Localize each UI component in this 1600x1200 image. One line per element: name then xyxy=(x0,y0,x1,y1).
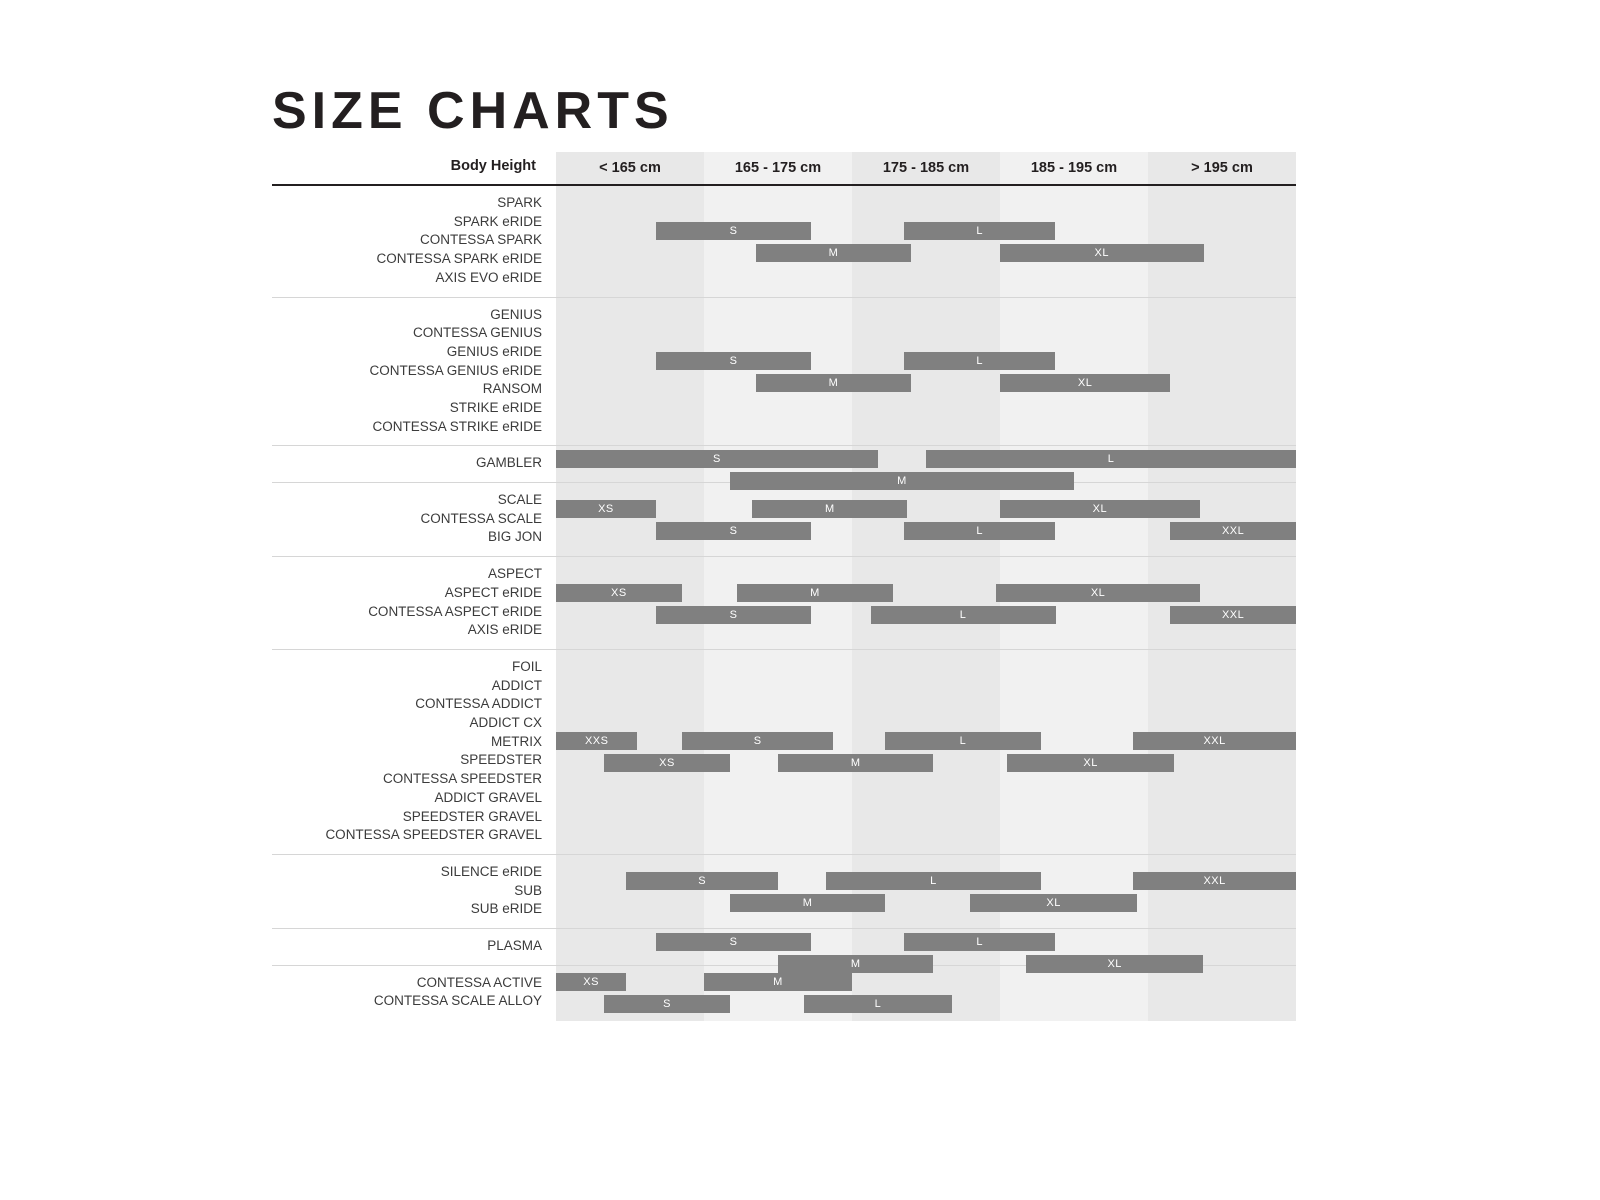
model-name: SPARK eRIDE xyxy=(453,213,542,229)
chart-header-row xyxy=(272,152,1296,186)
size-bar-s: S xyxy=(656,522,811,540)
size-bar-xs: XS xyxy=(604,754,730,772)
model-name: CONTESSA GENIUS eRIDE xyxy=(369,362,542,378)
size-bar-xs: XS xyxy=(556,500,656,518)
size-bar-xxl: XXL xyxy=(1133,732,1296,750)
size-bars xyxy=(556,966,1296,1021)
model-name: SPARK xyxy=(497,195,542,210)
model-name-list xyxy=(272,298,556,437)
model-group xyxy=(272,298,1296,447)
model-name: CONTESSA SCALE ALLOY xyxy=(373,993,542,1009)
size-bar-l: L xyxy=(904,352,1056,370)
model-name-list xyxy=(272,650,556,845)
model-name: SILENCE eRIDE xyxy=(440,863,542,879)
column-header-4: 185 - 195 cm xyxy=(1000,152,1148,184)
model-name-list xyxy=(272,929,556,956)
column-header-2: 165 - 175 cm xyxy=(704,152,852,184)
body-height-label: Body Height xyxy=(450,158,536,174)
size-bars xyxy=(556,446,1296,488)
model-name-list xyxy=(272,483,556,547)
size-bars xyxy=(556,483,1296,556)
model-name: CONTESSA SPARK xyxy=(419,232,542,248)
size-bar-s: S xyxy=(656,933,811,951)
size-bar-xs: XS xyxy=(556,584,682,602)
size-bar-s: S xyxy=(604,995,730,1013)
model-name: PLASMA xyxy=(487,938,542,954)
model-name: CONTESSA STRIKE eRIDE xyxy=(372,418,542,434)
size-bar-m: M xyxy=(704,973,852,991)
model-name: METRIX xyxy=(490,733,542,749)
model-name: ADDICT GRAVEL xyxy=(434,789,542,805)
model-group xyxy=(272,650,1296,855)
model-name: CONTESSA GENIUS xyxy=(412,325,542,341)
model-name: CONTESSA ACTIVE xyxy=(416,974,542,990)
column-header-5: > 195 cm xyxy=(1148,152,1296,184)
size-bars xyxy=(556,929,1296,971)
model-name: CONTESSA SPEEDSTER GRAVEL xyxy=(325,827,542,843)
model-name-list xyxy=(272,446,556,473)
size-bar-m: M xyxy=(730,894,885,912)
model-name-list xyxy=(272,966,556,1011)
model-name: BIG JON xyxy=(487,529,542,545)
model-group xyxy=(272,929,1296,971)
size-bar-l: L xyxy=(926,450,1296,468)
size-bar-l: L xyxy=(826,872,1041,890)
size-bar-xl: XL xyxy=(1026,955,1204,973)
size-bar-xxl: XXL xyxy=(1170,606,1296,624)
size-bar-xl: XL xyxy=(1000,374,1170,392)
size-bars xyxy=(556,557,1296,649)
model-group xyxy=(272,557,1296,650)
size-bar-s: S xyxy=(656,606,811,624)
column-header-3: 175 - 185 cm xyxy=(852,152,1000,184)
size-bar-xl: XL xyxy=(1000,244,1204,262)
size-bar-m: M xyxy=(778,955,933,973)
model-name: SUB eRIDE xyxy=(470,901,542,917)
size-bar-l: L xyxy=(904,222,1056,240)
model-name: GAMBLER xyxy=(475,455,542,471)
model-group xyxy=(272,966,1296,1021)
size-bar-xl: XL xyxy=(1007,754,1174,772)
size-bar-s: S xyxy=(656,222,811,240)
model-name: ASPECT eRIDE xyxy=(444,584,542,600)
model-name: SPEEDSTER xyxy=(460,752,542,768)
column-header-1: < 165 cm xyxy=(556,152,704,184)
model-name: GENIUS eRIDE xyxy=(446,343,542,359)
model-name: ADDICT xyxy=(491,677,542,693)
size-bar-s: S xyxy=(656,352,811,370)
size-bar-xxl: XXL xyxy=(1170,522,1296,540)
chart-body xyxy=(272,186,1296,1021)
size-bar-m: M xyxy=(730,472,1074,490)
size-bars xyxy=(556,650,1296,854)
size-bars xyxy=(556,855,1296,928)
model-name-list xyxy=(272,557,556,640)
size-bar-l: L xyxy=(904,933,1056,951)
model-name: SUB xyxy=(514,882,542,898)
size-bar-m: M xyxy=(778,754,933,772)
model-name: SPEEDSTER GRAVEL xyxy=(402,808,542,824)
model-name: AXIS EVO eRIDE xyxy=(435,269,542,285)
size-chart xyxy=(272,152,1296,1021)
model-name: STRIKE eRIDE xyxy=(449,400,542,416)
model-name: CONTESSA ADDICT xyxy=(415,696,542,712)
model-name: ADDICT CX xyxy=(469,715,542,731)
page-title: SIZE CHARTS xyxy=(272,82,674,140)
model-name: FOIL xyxy=(511,658,542,674)
size-bar-m: M xyxy=(756,244,911,262)
size-bar-m: M xyxy=(737,584,892,602)
size-bar-l: L xyxy=(885,732,1040,750)
size-bars xyxy=(556,186,1296,297)
size-bar-xl: XL xyxy=(996,584,1200,602)
model-name-list xyxy=(272,855,556,919)
size-bar-m: M xyxy=(752,500,907,518)
model-group xyxy=(272,855,1296,929)
size-bar-xxl: XXL xyxy=(1133,872,1296,890)
size-bar-xl: XL xyxy=(1000,500,1200,518)
size-bar-s: S xyxy=(626,872,778,890)
model-name: CONTESSA ASPECT eRIDE xyxy=(368,603,542,619)
size-bars xyxy=(556,298,1296,446)
model-name: SCALE xyxy=(497,492,542,508)
model-name: ASPECT xyxy=(487,566,542,582)
model-name: CONTESSA SCALE xyxy=(420,510,542,526)
model-name: GENIUS xyxy=(490,306,542,322)
model-group xyxy=(272,186,1296,298)
model-name: RANSOM xyxy=(482,381,542,397)
model-name: CONTESSA SPARK eRIDE xyxy=(376,251,542,267)
model-name: CONTESSA SPEEDSTER xyxy=(382,771,542,787)
model-name: AXIS eRIDE xyxy=(467,622,542,638)
size-bar-l: L xyxy=(871,606,1056,624)
model-group xyxy=(272,446,1296,488)
model-name-list xyxy=(272,186,556,288)
size-bar-s: S xyxy=(556,450,878,468)
size-bar-l: L xyxy=(904,522,1056,540)
size-bar-xs: XS xyxy=(556,973,626,991)
size-bar-s: S xyxy=(682,732,834,750)
size-bar-l: L xyxy=(804,995,952,1013)
model-group xyxy=(272,483,1296,557)
size-bar-m: M xyxy=(756,374,911,392)
size-bar-xxs: XXS xyxy=(556,732,637,750)
size-bar-xl: XL xyxy=(970,894,1137,912)
model-groups xyxy=(272,186,1296,1021)
